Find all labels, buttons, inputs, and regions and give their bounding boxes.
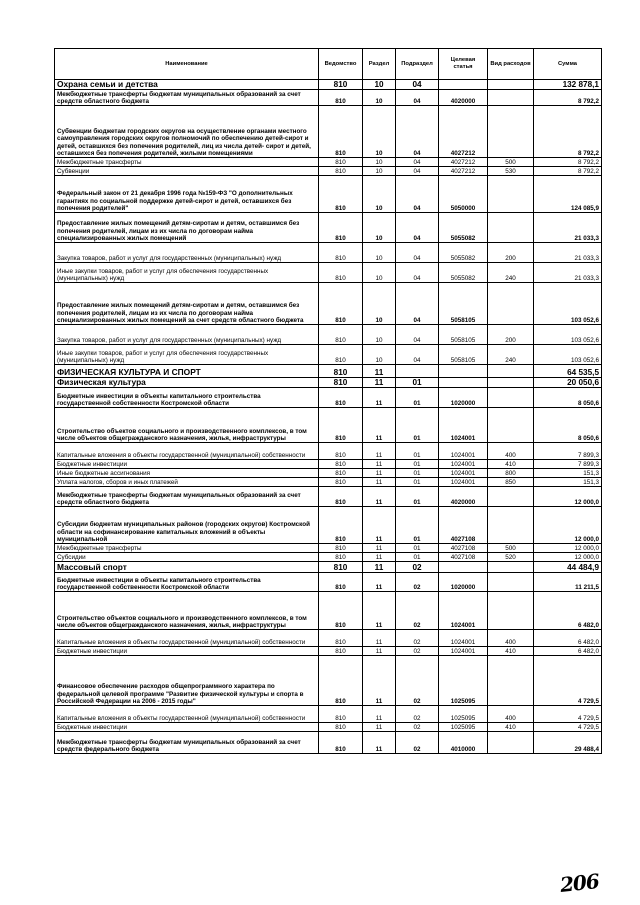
row-subsection: 04 xyxy=(396,158,439,167)
table-row xyxy=(55,553,602,562)
row-expense-type xyxy=(488,562,534,573)
row-name: Капитальные вложения в объекты государственной (муниципальной) собственности xyxy=(55,443,319,460)
row-expense-type xyxy=(488,80,534,90)
row-department: 810 xyxy=(319,408,363,443)
row-section: 11 xyxy=(363,460,396,469)
row-expense-type: 200 xyxy=(488,325,534,345)
row-subsection: 02 xyxy=(396,732,439,754)
table-row xyxy=(55,573,602,592)
row-name: Бюджетные инвестиции в объекты капитального строительства государственной собственности Костромской области xyxy=(55,573,319,592)
row-name: Бюджетные инвестиции xyxy=(55,723,319,732)
row-expense-type: 500 xyxy=(488,544,534,553)
table-header xyxy=(55,49,602,80)
row-subsection: 04 xyxy=(396,243,439,263)
row-amount: 12 000,0 xyxy=(534,507,602,544)
row-section: 11 xyxy=(363,365,396,378)
row-amount: 132 878,1 xyxy=(534,80,602,90)
row-target-article: 5055082 xyxy=(439,243,488,263)
row-target-article: 1025095 xyxy=(439,706,488,723)
row-amount: 7 899,3 xyxy=(534,443,602,460)
table-row xyxy=(55,263,602,283)
row-section: 11 xyxy=(363,553,396,562)
table-row xyxy=(55,592,602,630)
row-expense-type: 800 xyxy=(488,469,534,478)
row-amount: 151,3 xyxy=(534,478,602,487)
row-target-article: 1024001 xyxy=(439,592,488,630)
row-amount: 7 899,3 xyxy=(534,460,602,469)
row-subsection: 01 xyxy=(396,487,439,507)
row-section: 10 xyxy=(363,106,396,158)
row-section: 11 xyxy=(363,443,396,460)
row-department: 810 xyxy=(319,176,363,213)
row-section: 10 xyxy=(363,167,396,176)
table-row xyxy=(55,408,602,443)
row-department: 810 xyxy=(319,80,363,90)
row-department: 810 xyxy=(319,158,363,167)
row-name: Финансовое обеспечение расходов общепрограммного характера по федеральной целевой программе "Развитие физической культуры и спорта в Российской Федерации на 2006 - 2015 годы" xyxy=(55,656,319,706)
row-amount: 8 792,2 xyxy=(534,158,602,167)
table-row xyxy=(55,487,602,507)
row-expense-type xyxy=(488,487,534,507)
row-subsection: 02 xyxy=(396,630,439,647)
row-subsection: 01 xyxy=(396,544,439,553)
table-row xyxy=(55,388,602,408)
header-amount: Сумма xyxy=(534,49,602,80)
row-amount: 20 050,6 xyxy=(534,378,602,388)
row-department: 810 xyxy=(319,656,363,706)
row-target-article: 5058105 xyxy=(439,345,488,365)
row-department: 810 xyxy=(319,723,363,732)
row-target-article: 1024001 xyxy=(439,630,488,647)
row-subsection: 02 xyxy=(396,656,439,706)
row-amount: 21 033,3 xyxy=(534,213,602,243)
row-name: Предоставление жилых помещений детям-сиротам и детям, оставшимся без попечения родителей, лицам из их числа по договорам найма специализированных жилых помещений xyxy=(55,213,319,243)
row-subsection: 01 xyxy=(396,388,439,408)
row-amount: 8 050,6 xyxy=(534,408,602,443)
table-row xyxy=(55,167,602,176)
row-subsection: 02 xyxy=(396,647,439,656)
row-target-article: 4010000 xyxy=(439,732,488,754)
row-section: 10 xyxy=(363,213,396,243)
row-department: 810 xyxy=(319,706,363,723)
row-subsection: 04 xyxy=(396,176,439,213)
row-section: 11 xyxy=(363,592,396,630)
row-name: Субвенции бюджетам городских округов на осуществление органами местного самоуправления городских округов полномочий по обеспечению детей-сирот и детей, оставшихся без попечения родителей, лиц из числа детей- сирот и детей, оставшихся без попечения родителей, жилыми помещениями xyxy=(55,106,319,158)
row-expense-type xyxy=(488,732,534,754)
row-section: 11 xyxy=(363,487,396,507)
table-row xyxy=(55,345,602,365)
table-row xyxy=(55,80,602,90)
row-expense-type: 240 xyxy=(488,263,534,283)
row-section: 10 xyxy=(363,90,396,106)
row-department: 810 xyxy=(319,443,363,460)
row-section: 11 xyxy=(363,630,396,647)
row-department: 810 xyxy=(319,507,363,544)
row-amount: 64 535,5 xyxy=(534,365,602,378)
table-row xyxy=(55,90,602,106)
row-expense-type xyxy=(488,507,534,544)
row-name: Охрана семьи и детства xyxy=(55,80,319,90)
row-amount: 21 033,3 xyxy=(534,263,602,283)
row-target-article: 4027212 xyxy=(439,158,488,167)
row-expense-type xyxy=(488,408,534,443)
row-section: 10 xyxy=(363,325,396,345)
table-row xyxy=(55,478,602,487)
row-expense-type xyxy=(488,283,534,325)
row-department: 810 xyxy=(319,732,363,754)
page-number: 206 xyxy=(558,869,600,897)
header-target-article: Целевая статья xyxy=(439,49,488,80)
row-section: 10 xyxy=(363,158,396,167)
row-department: 810 xyxy=(319,325,363,345)
row-expense-type: 410 xyxy=(488,460,534,469)
row-amount: 21 033,3 xyxy=(534,243,602,263)
row-subsection: 01 xyxy=(396,469,439,478)
budget-table xyxy=(54,48,602,754)
row-target-article xyxy=(439,365,488,378)
row-subsection: 02 xyxy=(396,562,439,573)
row-name: Иные закупки товаров, работ и услуг для обеспечения государственных (муниципальных) нужд xyxy=(55,263,319,283)
table-row xyxy=(55,647,602,656)
row-target-article: 4027212 xyxy=(439,106,488,158)
row-expense-type xyxy=(488,388,534,408)
row-name: Массовый спорт xyxy=(55,562,319,573)
table-row xyxy=(55,630,602,647)
row-target-article: 1025095 xyxy=(439,723,488,732)
row-name: Межбюджетные трансферты xyxy=(55,158,319,167)
row-subsection: 01 xyxy=(396,378,439,388)
row-target-article: 5055082 xyxy=(439,213,488,243)
row-section: 10 xyxy=(363,263,396,283)
row-department: 810 xyxy=(319,106,363,158)
row-name: Межбюджетные трансферты бюджетам муниципальных образований за счет средств федерального бюджета xyxy=(55,732,319,754)
row-subsection xyxy=(396,365,439,378)
row-expense-type xyxy=(488,378,534,388)
row-target-article: 1020000 xyxy=(439,573,488,592)
row-section: 11 xyxy=(363,723,396,732)
row-amount: 12 000,0 xyxy=(534,553,602,562)
row-section: 11 xyxy=(363,408,396,443)
row-expense-type xyxy=(488,176,534,213)
row-section: 11 xyxy=(363,388,396,408)
row-department: 810 xyxy=(319,213,363,243)
row-amount: 6 482,0 xyxy=(534,592,602,630)
row-target-article: 1024001 xyxy=(439,647,488,656)
row-amount: 44 484,9 xyxy=(534,562,602,573)
row-target-article: 1024001 xyxy=(439,408,488,443)
row-name: Иные закупки товаров, работ и услуг для обеспечения государственных (муниципальных) нужд xyxy=(55,345,319,365)
row-expense-type: 530 xyxy=(488,167,534,176)
row-subsection: 02 xyxy=(396,706,439,723)
row-section: 11 xyxy=(363,732,396,754)
row-subsection: 02 xyxy=(396,723,439,732)
row-amount: 8 792,2 xyxy=(534,167,602,176)
row-name: Субсидии xyxy=(55,553,319,562)
row-department: 810 xyxy=(319,167,363,176)
row-name: Физическая культура xyxy=(55,378,319,388)
row-amount: 103 052,6 xyxy=(534,345,602,365)
row-name: Федеральный закон от 21 декабря 1996 года №159-ФЗ "О дополнительных гарантиях по социальной поддержке детей-сирот и детей, оставшихся без попечения родителей" xyxy=(55,176,319,213)
row-name: Капитальные вложения в объекты государственной (муниципальной) собственности xyxy=(55,630,319,647)
row-subsection: 01 xyxy=(396,443,439,460)
row-expense-type: 200 xyxy=(488,243,534,263)
row-target-article: 5055082 xyxy=(439,263,488,283)
table-row xyxy=(55,656,602,706)
header-row xyxy=(55,49,602,80)
table-row xyxy=(55,176,602,213)
row-amount: 8 050,6 xyxy=(534,388,602,408)
row-target-article xyxy=(439,562,488,573)
row-amount: 103 052,6 xyxy=(534,283,602,325)
table-row xyxy=(55,443,602,460)
header-name: Наименование xyxy=(55,49,319,80)
row-amount: 124 085,9 xyxy=(534,176,602,213)
row-expense-type: 520 xyxy=(488,553,534,562)
row-section: 11 xyxy=(363,507,396,544)
table-row xyxy=(55,723,602,732)
row-target-article: 4020000 xyxy=(439,487,488,507)
row-subsection: 02 xyxy=(396,592,439,630)
row-amount: 6 482,0 xyxy=(534,647,602,656)
row-section: 11 xyxy=(363,656,396,706)
row-subsection: 01 xyxy=(396,478,439,487)
header-expense-type: Вид расходов xyxy=(488,49,534,80)
row-target-article: 5058105 xyxy=(439,283,488,325)
table-row xyxy=(55,562,602,573)
row-department: 810 xyxy=(319,544,363,553)
row-department: 810 xyxy=(319,460,363,469)
row-section: 11 xyxy=(363,378,396,388)
header-subsection: Подраздел xyxy=(396,49,439,80)
row-amount: 4 729,5 xyxy=(534,706,602,723)
row-subsection: 01 xyxy=(396,507,439,544)
row-section: 10 xyxy=(363,345,396,365)
table-row xyxy=(55,507,602,544)
row-department: 810 xyxy=(319,469,363,478)
table-row xyxy=(55,460,602,469)
row-target-article: 5058105 xyxy=(439,325,488,345)
row-subsection: 02 xyxy=(396,573,439,592)
row-name: Бюджетные инвестиции xyxy=(55,460,319,469)
row-target-article: 1024001 xyxy=(439,478,488,487)
row-target-article: 4020000 xyxy=(439,90,488,106)
header-section: Раздел xyxy=(363,49,396,80)
row-expense-type xyxy=(488,573,534,592)
table-row xyxy=(55,706,602,723)
row-target-article: 1024001 xyxy=(439,460,488,469)
row-name: Субвенции xyxy=(55,167,319,176)
table-row xyxy=(55,325,602,345)
table-row xyxy=(55,544,602,553)
row-expense-type: 850 xyxy=(488,478,534,487)
row-amount: 103 052,6 xyxy=(534,325,602,345)
row-subsection: 04 xyxy=(396,106,439,158)
row-target-article: 1024001 xyxy=(439,469,488,478)
row-name: Строительство объектов социального и производственного комплексов, в том числе объектов общегражданского назначения, жилья, инфраструктуры xyxy=(55,592,319,630)
row-amount: 151,3 xyxy=(534,469,602,478)
row-target-article: 4027212 xyxy=(439,167,488,176)
row-name: Закупка товаров, работ и услуг для государственных (муниципальных) нужд xyxy=(55,243,319,263)
row-department: 810 xyxy=(319,283,363,325)
row-amount: 12 000,0 xyxy=(534,544,602,553)
row-name: Межбюджетные трансферты xyxy=(55,544,319,553)
row-department: 810 xyxy=(319,345,363,365)
row-section: 11 xyxy=(363,573,396,592)
row-name: Межбюджетные трансферты бюджетам муниципальных образований за счет средств областного бюджета xyxy=(55,487,319,507)
row-subsection: 04 xyxy=(396,90,439,106)
row-department: 810 xyxy=(319,630,363,647)
row-section: 10 xyxy=(363,176,396,213)
table-row xyxy=(55,213,602,243)
row-department: 810 xyxy=(319,562,363,573)
row-subsection: 01 xyxy=(396,553,439,562)
row-expense-type xyxy=(488,656,534,706)
row-expense-type: 240 xyxy=(488,345,534,365)
row-department: 810 xyxy=(319,478,363,487)
row-amount: 4 729,5 xyxy=(534,656,602,706)
header-department: Ведомство xyxy=(319,49,363,80)
row-expense-type: 400 xyxy=(488,443,534,460)
row-expense-type: 410 xyxy=(488,647,534,656)
row-department: 810 xyxy=(319,378,363,388)
row-name: Субсидии бюджетам муниципальных районов (городских округов) Костромской области на софинансирование капитальных вложений в объекты муниципальной xyxy=(55,507,319,544)
row-section: 11 xyxy=(363,706,396,723)
row-amount: 29 488,4 xyxy=(534,732,602,754)
row-expense-type: 400 xyxy=(488,706,534,723)
row-subsection: 04 xyxy=(396,263,439,283)
row-section: 11 xyxy=(363,647,396,656)
row-section: 10 xyxy=(363,243,396,263)
row-name: Капитальные вложения в объекты государственной (муниципальной) собственности xyxy=(55,706,319,723)
row-target-article xyxy=(439,378,488,388)
row-department: 810 xyxy=(319,573,363,592)
row-target-article: 4027108 xyxy=(439,553,488,562)
row-section: 10 xyxy=(363,283,396,325)
row-expense-type xyxy=(488,213,534,243)
table-row xyxy=(55,469,602,478)
row-expense-type: 410 xyxy=(488,723,534,732)
row-target-article xyxy=(439,80,488,90)
row-name: ФИЗИЧЕСКАЯ КУЛЬТУРА И СПОРТ xyxy=(55,365,319,378)
row-amount: 4 729,5 xyxy=(534,723,602,732)
row-target-article: 4027108 xyxy=(439,544,488,553)
row-section: 11 xyxy=(363,478,396,487)
row-target-article: 5050000 xyxy=(439,176,488,213)
row-department: 810 xyxy=(319,647,363,656)
row-amount: 12 000,0 xyxy=(534,487,602,507)
row-subsection: 04 xyxy=(396,213,439,243)
row-expense-type xyxy=(488,365,534,378)
row-section: 10 xyxy=(363,80,396,90)
row-department: 810 xyxy=(319,263,363,283)
row-expense-type: 400 xyxy=(488,630,534,647)
table-row xyxy=(55,365,602,378)
table-row xyxy=(55,283,602,325)
row-name: Уплата налогов, сборов и иных платежей xyxy=(55,478,319,487)
row-name: Межбюджетные трансферты бюджетам муниципальных образований за счет средств областного бюджета xyxy=(55,90,319,106)
row-subsection: 01 xyxy=(396,460,439,469)
row-subsection: 04 xyxy=(396,283,439,325)
row-subsection: 01 xyxy=(396,408,439,443)
row-department: 810 xyxy=(319,243,363,263)
row-department: 810 xyxy=(319,553,363,562)
table-row xyxy=(55,243,602,263)
row-name: Строительство объектов социального и производственного комплексов, в том числе объектов общегражданского назначения, жилья, инфраструктуры xyxy=(55,408,319,443)
row-subsection: 04 xyxy=(396,345,439,365)
row-target-article: 1020000 xyxy=(439,388,488,408)
row-expense-type xyxy=(488,106,534,158)
row-name: Бюджетные инвестиции xyxy=(55,647,319,656)
row-name: Закупка товаров, работ и услуг для государственных (муниципальных) нужд xyxy=(55,325,319,345)
row-section: 11 xyxy=(363,562,396,573)
table-row xyxy=(55,378,602,388)
row-expense-type xyxy=(488,90,534,106)
row-amount: 8 792,2 xyxy=(534,90,602,106)
row-section: 11 xyxy=(363,544,396,553)
row-name: Иные бюджетные ассигнования xyxy=(55,469,319,478)
row-section: 11 xyxy=(363,469,396,478)
row-department: 810 xyxy=(319,388,363,408)
row-subsection: 04 xyxy=(396,80,439,90)
row-department: 810 xyxy=(319,365,363,378)
row-amount: 11 211,5 xyxy=(534,573,602,592)
row-department: 810 xyxy=(319,592,363,630)
row-department: 810 xyxy=(319,487,363,507)
row-target-article: 1025095 xyxy=(439,656,488,706)
row-amount: 6 482,0 xyxy=(534,630,602,647)
row-amount: 8 792,2 xyxy=(534,106,602,158)
row-target-article: 1024001 xyxy=(439,443,488,460)
row-department: 810 xyxy=(319,90,363,106)
row-subsection: 04 xyxy=(396,325,439,345)
row-subsection: 04 xyxy=(396,167,439,176)
table-body xyxy=(55,80,602,754)
table-row xyxy=(55,106,602,158)
table-row xyxy=(55,732,602,754)
row-name: Предоставление жилых помещений детям-сиротам и детям, оставшимся без попечения родителей, лицам из их числа по договорам найма специализированных жилых помещений за счет средств областного бюджета xyxy=(55,283,319,325)
row-expense-type: 500 xyxy=(488,158,534,167)
row-expense-type xyxy=(488,592,534,630)
table-row xyxy=(55,158,602,167)
row-target-article: 4027108 xyxy=(439,507,488,544)
row-name: Бюджетные инвестиции в объекты капитального строительства государственной собственности Костромской области xyxy=(55,388,319,408)
